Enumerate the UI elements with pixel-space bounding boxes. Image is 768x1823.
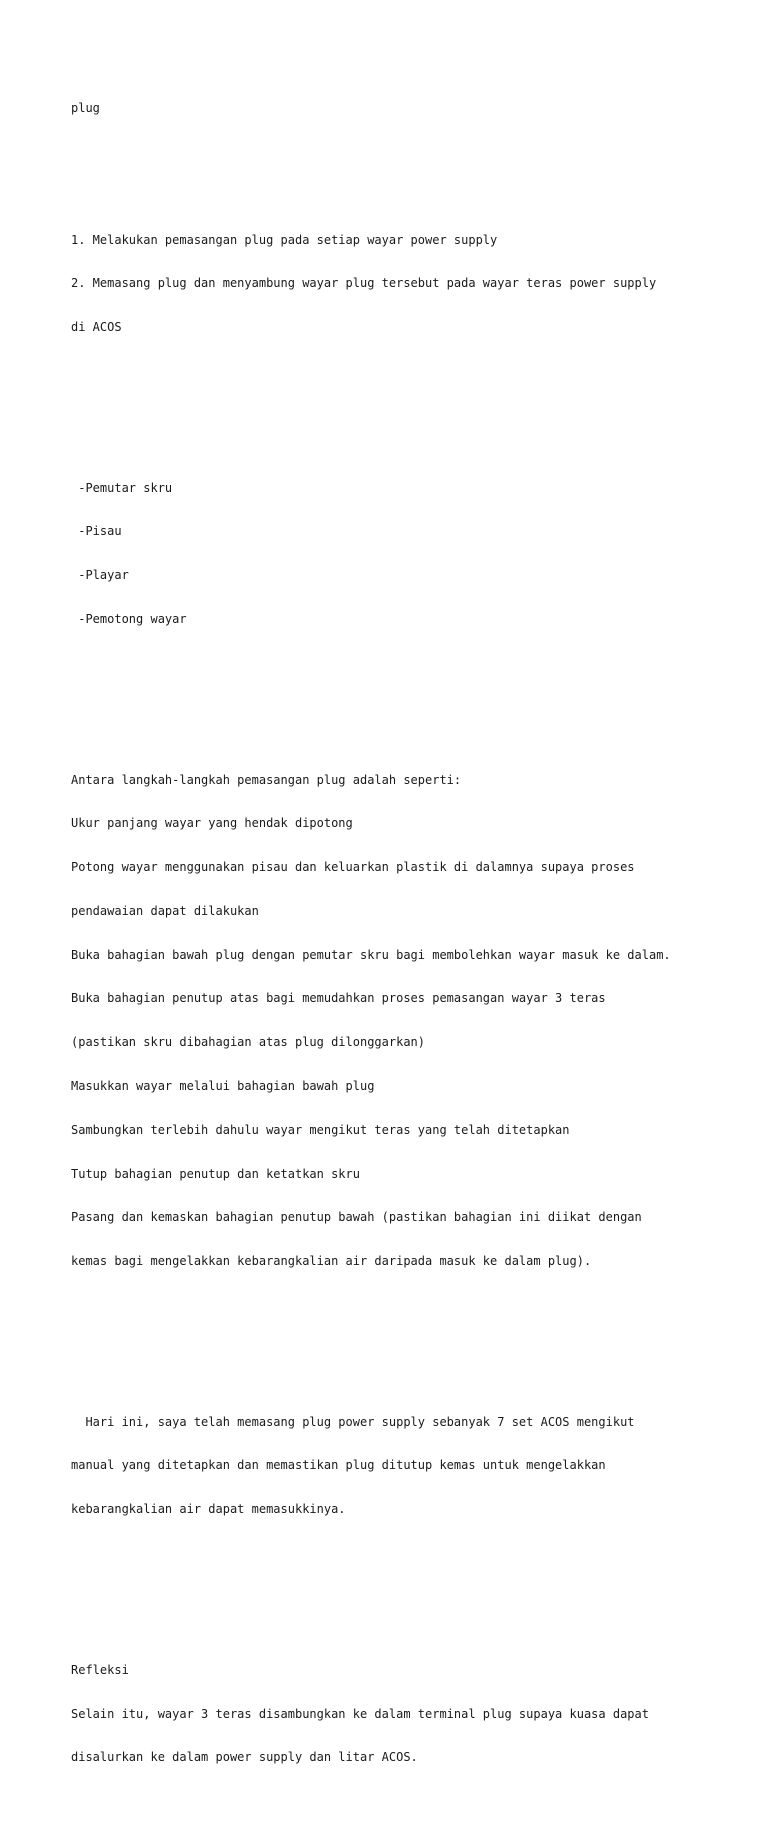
step-line: Tutup bahagian penutup dan ketatkan skru (71, 1166, 360, 1181)
step-line: Ukur panjang wayar yang hendak dipotong (71, 816, 353, 831)
spacer (71, 685, 731, 700)
spacer (71, 1327, 731, 1342)
step-line: Potong wayar menggunakan pisau dan keluarkan plastik di dalamnya supaya proses (71, 860, 635, 875)
tool-item: -Pemotong wayar (71, 611, 187, 626)
step-line: Pasang dan kemaskan bahagian penutup bawah (pastikan bahagian ini diikat dengan (71, 1210, 642, 1225)
step-line: Buka bahagian penutup atas bagi memudahkan proses pemasangan wayar 3 teras (71, 991, 606, 1006)
summary-line: manual yang ditetapkan dan memastikan plug ditutup kemas untuk mengelakkan (71, 1458, 606, 1473)
spacer (71, 1575, 731, 1590)
objective-line: 2. Memasang plug dan menyambung wayar plug tersebut pada wayar teras power supply (71, 276, 657, 291)
tool-item: -Pisau (71, 524, 122, 539)
step-line: (pastikan skru dibahagian atas plug dilonggarkan) (71, 1035, 426, 1050)
step-line: Masukkan wayar melalui bahagian bawah plug (71, 1078, 375, 1093)
objective-line: di ACOS (71, 320, 122, 335)
spacer (71, 145, 731, 160)
objectives-section (71, 203, 731, 364)
summary-line: Hari ini, saya telah memasang plug power supply sebanyak 7 set ACOS mengikut (71, 1414, 635, 1429)
reflection-line: Selain itu, wayar 3 teras disambungkan ke dalam terminal plug supaya kuasa dapat (71, 1706, 649, 1721)
summary-paragraph (71, 1385, 731, 1546)
tools-list (71, 451, 731, 655)
document-body (71, 72, 731, 1823)
steps-section (71, 743, 731, 1298)
reflection-section (71, 1634, 731, 1795)
tool-item: -Playar (71, 568, 129, 583)
step-line: Sambungkan terlebih dahulu wayar mengikut teras yang telah ditetapkan (71, 1122, 570, 1137)
summary-line: kebarangkalian air dapat memasukkinya. (71, 1502, 346, 1517)
tool-item: -Pemutar skru (71, 480, 173, 495)
reflection-heading: Refleksi (71, 1662, 129, 1677)
document-title: plug (71, 101, 100, 116)
step-line: pendawaian dapat dilakukan (71, 903, 259, 918)
step-line: Buka bahagian bawah plug dengan pemutar skru bagi membolehkan wayar masuk ke dalam. (71, 947, 671, 962)
spacer (71, 393, 731, 408)
step-line: kemas bagi mengelakkan kebarangkalian air daripada masuk ke dalam plug). (71, 1254, 592, 1269)
reflection-line: disalurkan ke dalam power supply dan litar ACOS. (71, 1750, 418, 1765)
objective-line: 1. Melakukan pemasangan plug pada setiap wayar power supply (71, 232, 498, 247)
step-line: Antara langkah-langkah pemasangan plug adalah seperti: (71, 772, 462, 787)
